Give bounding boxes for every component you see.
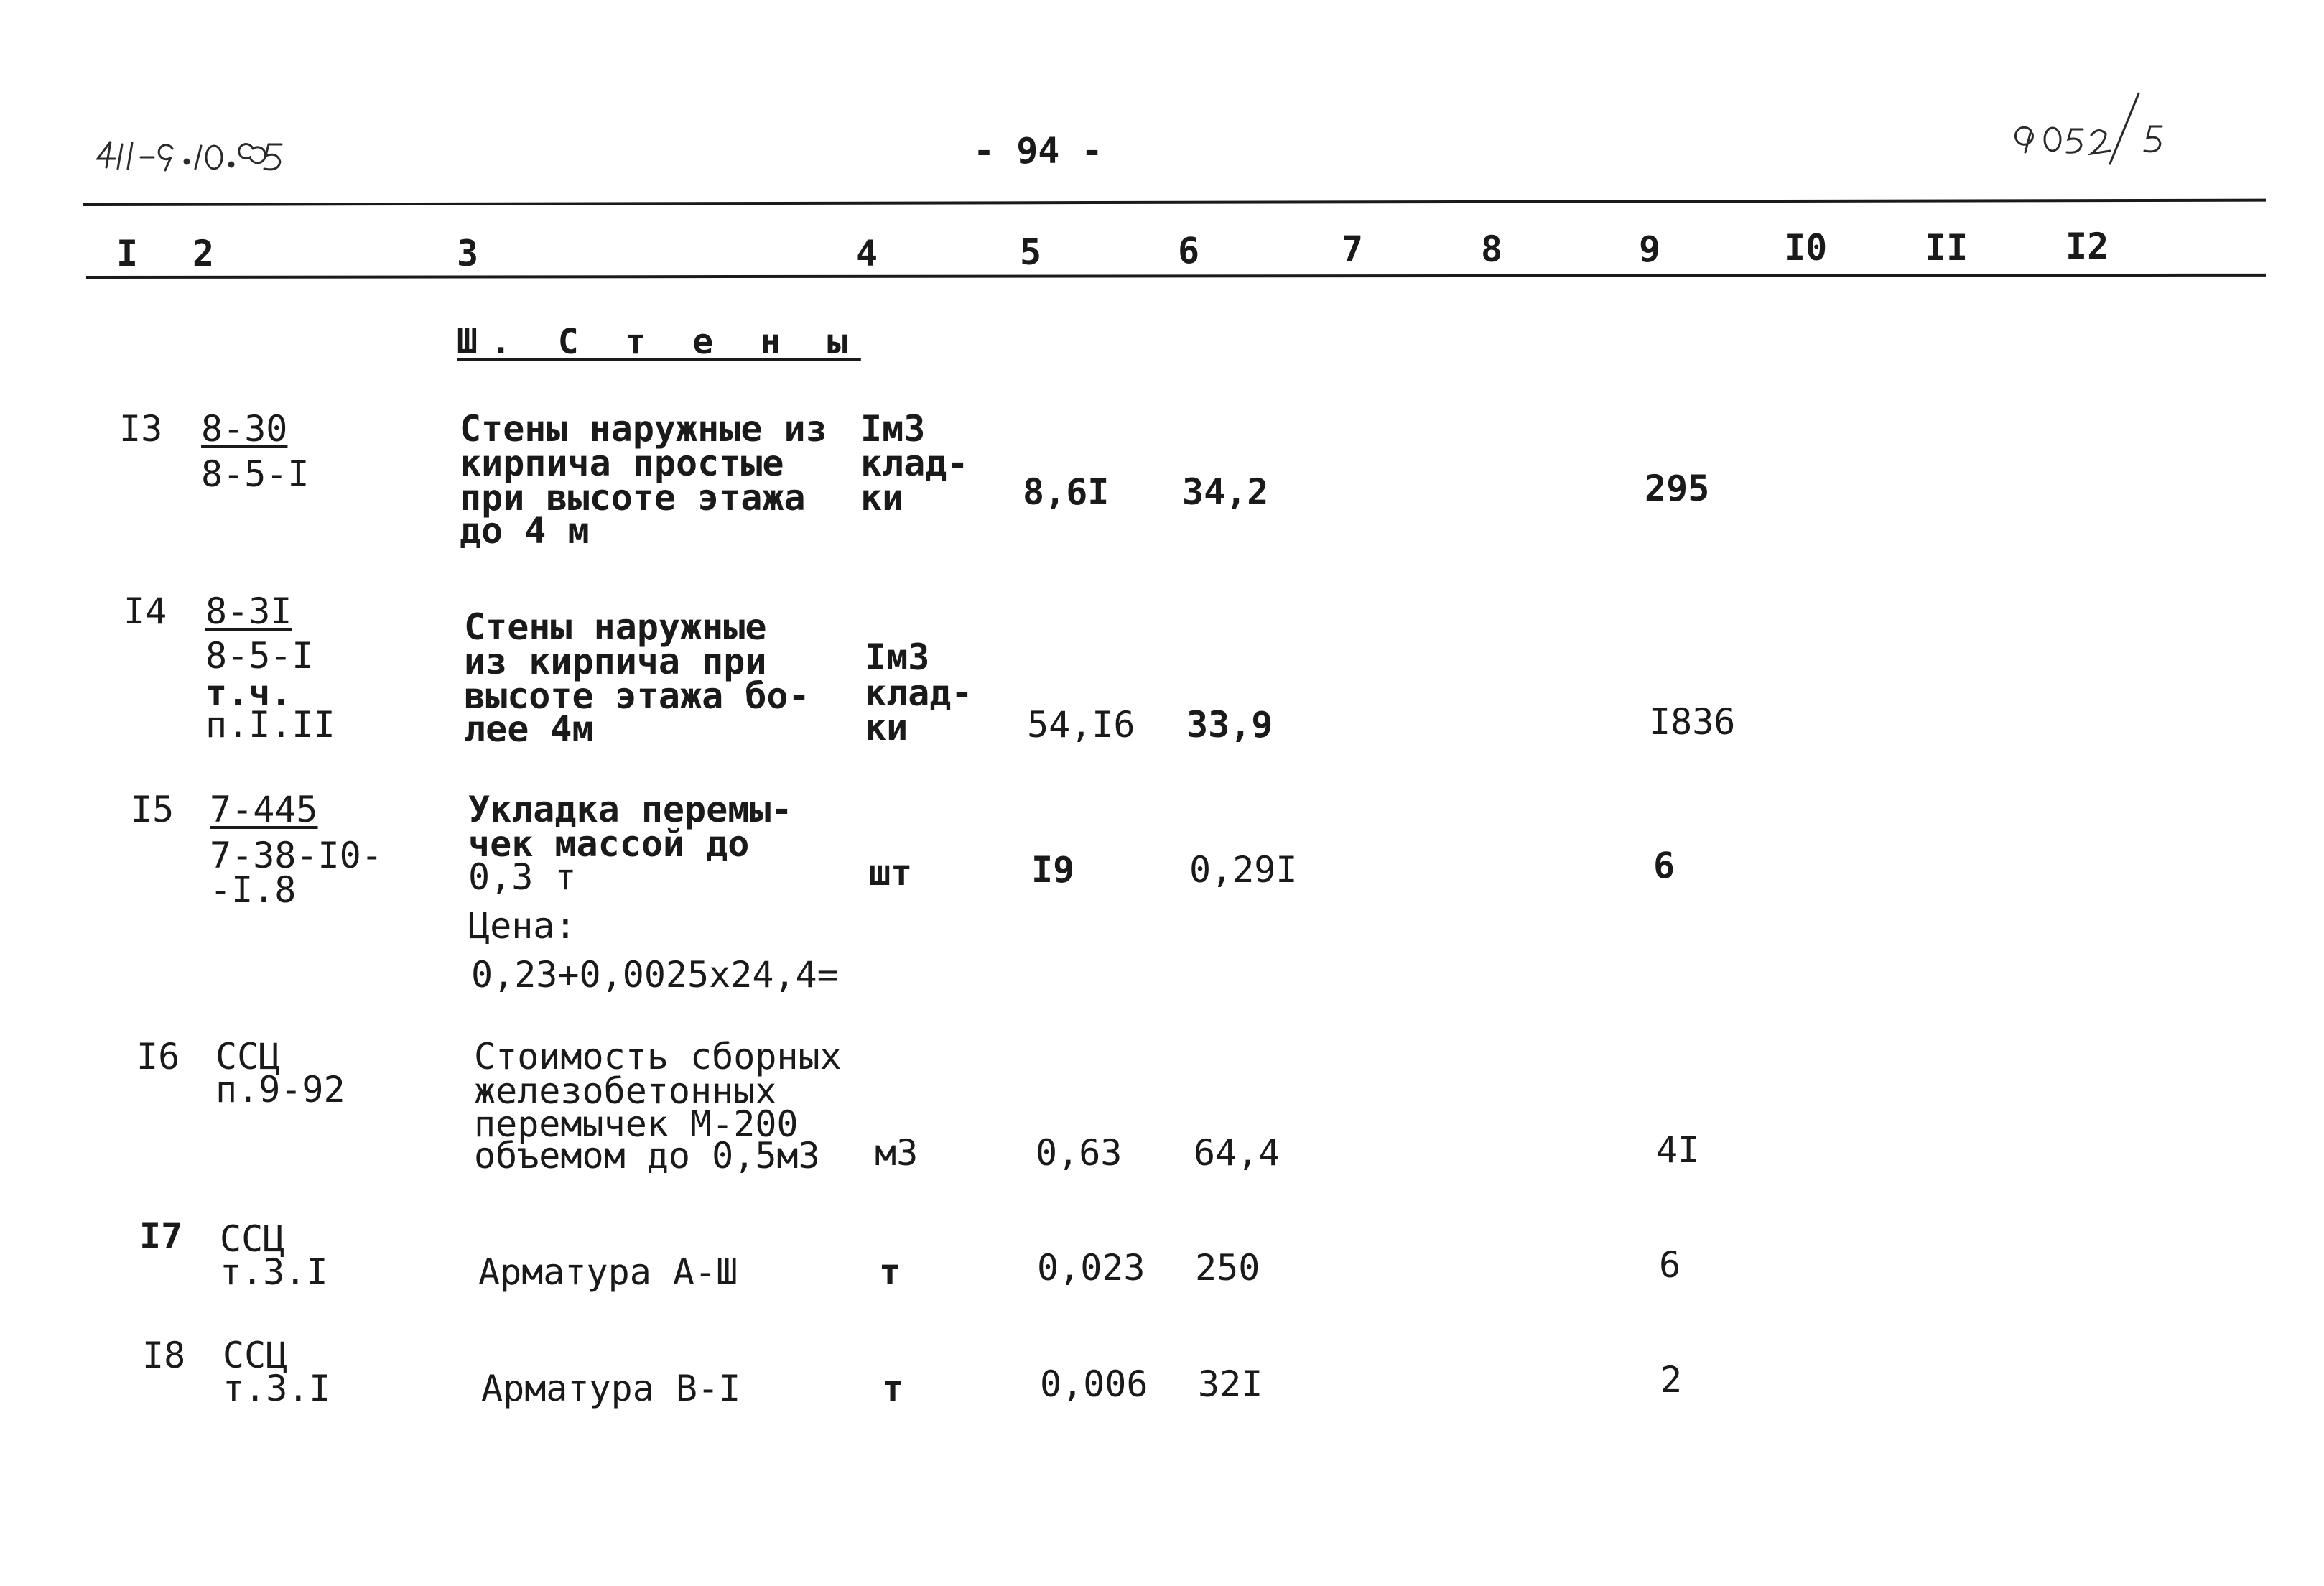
row-unit: шт bbox=[869, 852, 913, 894]
row-description: 0,3 т bbox=[468, 856, 577, 898]
row-col9: 6 bbox=[1653, 845, 1675, 886]
row-code-sub: 8-5-I bbox=[201, 453, 310, 495]
row-unit: т bbox=[879, 1251, 901, 1293]
row-number: I8 bbox=[142, 1335, 186, 1376]
row-code-main: ССЦ bbox=[220, 1218, 285, 1260]
col-header-1: I bbox=[116, 233, 139, 274]
row-col6: 64,4 bbox=[1194, 1132, 1280, 1174]
row-description: Стоимость сборных bbox=[474, 1036, 842, 1077]
col-header-8: 8 bbox=[1481, 228, 1503, 270]
row-col9: 4I bbox=[1656, 1129, 1700, 1171]
row-number: I4 bbox=[124, 590, 167, 632]
row-number: I5 bbox=[131, 789, 175, 830]
row-unit: клад- bbox=[865, 672, 973, 714]
row-code-sub: т.3.I bbox=[220, 1251, 328, 1293]
row-code-sub: т.ч. bbox=[205, 672, 292, 714]
col-header-4: 4 bbox=[856, 233, 878, 274]
row-col6: 34,2 bbox=[1182, 471, 1269, 513]
header-bottom-rule bbox=[86, 274, 2266, 279]
row-price-label: Цена: bbox=[468, 905, 577, 947]
row-code-sub: п.9-92 bbox=[215, 1069, 345, 1110]
row-unit: Iм3 bbox=[865, 636, 930, 678]
row-code-sub: -I.8 bbox=[210, 869, 297, 911]
row-number: I7 bbox=[139, 1215, 183, 1257]
row-code-main: 8-30 bbox=[201, 408, 288, 450]
handwritten-sheet-number bbox=[2011, 85, 2176, 171]
col-header-3: 3 bbox=[457, 233, 479, 274]
section-title: Ш. С т е н ы bbox=[457, 322, 861, 362]
row-unit: Iм3 bbox=[860, 408, 926, 450]
row-unit: ки bbox=[865, 707, 908, 748]
row-col5: 8,6I bbox=[1023, 471, 1110, 513]
row-unit: м3 bbox=[875, 1132, 919, 1174]
col-header-5: 5 bbox=[1020, 231, 1042, 273]
row-description: лее 4м bbox=[464, 708, 594, 750]
row-code-main: ССЦ bbox=[223, 1335, 288, 1376]
row-description: Арматура В-I bbox=[481, 1368, 741, 1409]
row-col6: 0,29I bbox=[1189, 849, 1298, 891]
col-header-10: I0 bbox=[1784, 227, 1828, 269]
row-description: до 4 м bbox=[460, 510, 590, 552]
col-header-12: I2 bbox=[2065, 226, 2109, 267]
row-col9: 6 bbox=[1659, 1244, 1681, 1286]
page-number: - 94 - bbox=[973, 130, 1103, 172]
row-description: Арматура А-Ш bbox=[478, 1251, 738, 1293]
row-col9: I836 bbox=[1649, 701, 1736, 743]
col-header-6: 6 bbox=[1178, 230, 1200, 272]
row-description: железобетонных bbox=[474, 1070, 777, 1112]
col-header-11: II bbox=[1925, 227, 1969, 269]
row-code-main: 7-445 bbox=[210, 789, 318, 830]
row-description: объемом до 0,5м3 bbox=[474, 1135, 820, 1177]
row-code-sub: п.I.II bbox=[205, 704, 335, 746]
row-description: Стены наружные из bbox=[460, 408, 827, 450]
row-code-main: 8-3I bbox=[205, 590, 292, 632]
row-col5: 0,006 bbox=[1040, 1363, 1148, 1405]
row-col6: 250 bbox=[1195, 1247, 1260, 1289]
handwritten-document-code bbox=[93, 133, 302, 176]
row-number: I3 bbox=[119, 408, 163, 450]
row-unit: клад- bbox=[860, 442, 969, 484]
row-description: Стены наружные bbox=[464, 606, 767, 648]
row-col6: 32I bbox=[1198, 1363, 1263, 1405]
col-header-9: 9 bbox=[1639, 228, 1661, 270]
row-description: чек массой до bbox=[468, 823, 750, 865]
top-rule bbox=[83, 199, 2266, 206]
row-description: из кирпича при bbox=[464, 641, 767, 682]
col-header-7: 7 bbox=[1342, 228, 1364, 270]
row-code-main: ССЦ bbox=[215, 1036, 281, 1077]
row-col5: 54,I6 bbox=[1027, 704, 1135, 746]
row-code-sub: т.3.I bbox=[223, 1368, 331, 1409]
row-unit: т bbox=[882, 1368, 904, 1409]
row-description: кирпича простые bbox=[460, 442, 784, 484]
row-code-sub: 7-38-I0- bbox=[210, 835, 383, 876]
row-description: при высоте этажа bbox=[460, 477, 806, 519]
row-col5: 0,023 bbox=[1037, 1247, 1145, 1289]
row-col9: 295 bbox=[1645, 468, 1710, 509]
row-unit: ки bbox=[860, 477, 904, 519]
row-col5: 0,63 bbox=[1036, 1132, 1123, 1174]
row-col5: I9 bbox=[1031, 849, 1075, 891]
row-col9: 2 bbox=[1660, 1359, 1683, 1401]
row-description: Укладка перемы- bbox=[468, 789, 793, 830]
row-col6: 33,9 bbox=[1186, 704, 1273, 746]
row-code-sub: 8-5-I bbox=[205, 635, 314, 677]
col-header-2: 2 bbox=[192, 233, 215, 274]
row-description: высоте этажа бо- bbox=[464, 675, 810, 717]
row-number: I6 bbox=[136, 1036, 180, 1077]
row-description: перемычек М-200 bbox=[474, 1103, 799, 1145]
row-price-formula: 0,23+0,0025х24,4= bbox=[471, 954, 839, 996]
